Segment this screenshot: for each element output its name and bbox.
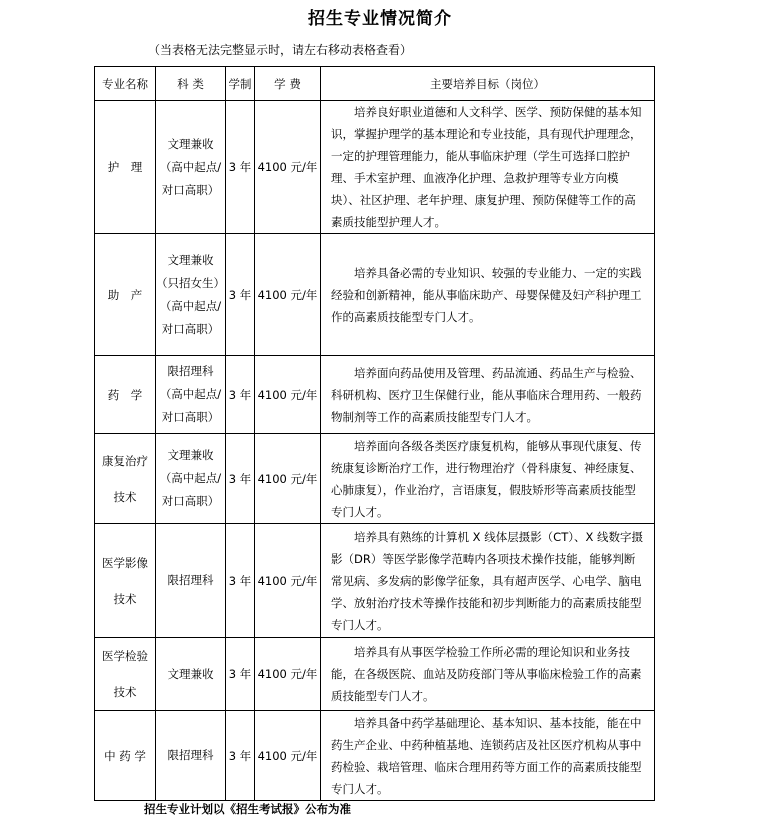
category-line: 文理兼收 (167, 136, 214, 151)
header-category: 科 类 (156, 67, 226, 101)
training-goal: 培养具有从事医学检验工作所必需的理论知识和业务技能，在各级医院、血站及防疫部门等从事临床检验工作的高素质技能型专门人才。 (321, 638, 655, 711)
duration: 3 年 (226, 638, 255, 711)
category-cell (156, 638, 226, 711)
major-name: 助 产 (95, 234, 156, 356)
tuition-fee: 4100 元/年 (255, 711, 321, 801)
table-row (95, 711, 655, 801)
majors-table (94, 66, 655, 801)
major-name: 康复治疗技术 (95, 434, 156, 524)
category-line: （高中起点/对口高职） (159, 471, 222, 508)
category-cell (156, 524, 226, 638)
category-line: （高中起点/对口高职） (159, 298, 222, 336)
category-line: 限招理科 (167, 573, 214, 587)
duration: 3 年 (226, 524, 255, 638)
duration: 3 年 (226, 101, 255, 234)
table-row (95, 524, 655, 638)
header-duration: 学制 (226, 67, 255, 101)
category-line: 文理兼收 (167, 448, 214, 462)
table-header-row (95, 67, 655, 101)
training-goal: 培养具备中药学基础理论、基本知识、基本技能，能在中药生产企业、中药种植基地、连锁药店及社区医疗机构从事中药检验、栽培管理、临床合理用药等方面工作的高素质技能型专门人才。 (321, 711, 655, 801)
page-title: 招生专业情况简介 (308, 9, 452, 29)
category-line: 限招理科 (167, 748, 214, 762)
duration: 3 年 (226, 434, 255, 524)
training-goal: 培养面向各级各类医疗康复机构，能够从事现代康复、传统康复诊断治疗工作，进行物理治疗（骨科康复、神经康复、心肺康复），作业治疗，言语康复，假肢矫形等高素质技能型专门人才。 (321, 434, 655, 524)
header-fee: 学 费 (255, 67, 321, 101)
major-name: 医学检验技术 (95, 638, 156, 711)
category-line: （高中起点/对口高职） (159, 159, 222, 197)
major-name: 护 理 (95, 101, 156, 234)
training-goal: 培养良好职业道德和人文科学、医学、预防保健的基本知识，掌握护理学的基本理论和专业技能，具有现代护理理念，一定的护理管理能力，能从事临床护理（学生可选择口腔护理、手术室护理、血液净化护理、急救护理等专业方向模块）、社区护理、老年护理、康复护理、预防保健等工作的高素质技能型护理人才。 (321, 101, 655, 234)
category-line: 限招理科 (167, 364, 214, 378)
category-cell (156, 711, 226, 801)
training-goal: 培养面向药品使用及管理、药品流通、药品生产与检验、科研机构、医疗卫生保健行业，能从事临床合理用药、一般药物制剂等工作的高素质技能型专门人才。 (321, 356, 655, 434)
table-row (95, 234, 655, 356)
category-cell (156, 434, 226, 524)
tuition-fee: 4100 元/年 (255, 234, 321, 356)
category-cell (156, 101, 226, 234)
tuition-fee: 4100 元/年 (255, 524, 321, 638)
category-line: 文理兼收 (167, 666, 214, 681)
duration: 3 年 (226, 711, 255, 801)
category-cell (156, 234, 226, 356)
category-cell (156, 356, 226, 434)
scroll-hint: （当表格无法完整显示时，请左右移动表格查看） (148, 43, 413, 57)
major-name: 中 药 学 (95, 711, 156, 801)
tuition-fee: 4100 元/年 (255, 434, 321, 524)
header-goal: 主要培养目标（岗位） (321, 67, 655, 101)
category-line: 文理兼收 (167, 252, 214, 267)
table-row (95, 638, 655, 711)
table-row (95, 356, 655, 434)
tuition-fee: 4100 元/年 (255, 638, 321, 711)
duration: 3 年 (226, 234, 255, 356)
category-line: （只招女生） (156, 275, 225, 290)
major-name: 医学影像技术 (95, 524, 156, 638)
training-goal: 培养具有熟练的计算机 X 线体层摄影（CT）、X 线数字摄影（DR）等医学影像学范畴内各项技术操作技能，能够判断常见病、多发病的影像学征象，具有超声医学、心电学、脑电学、放射治疗技术等操作技能和初步判断能力的高素质技能型专门人才。 (321, 524, 655, 638)
tuition-fee: 4100 元/年 (255, 356, 321, 434)
table-row (95, 434, 655, 524)
major-name: 药 学 (95, 356, 156, 434)
training-goal: 培养具备必需的专业知识、较强的专业能力、一定的实践经验和创新精神，能从事临床助产、母婴保健及妇产科护理工作的高素质技能型专门人才。 (321, 234, 655, 356)
duration: 3 年 (226, 356, 255, 434)
footer-note: 招生专业计划以《招生考试报》公布为准 (144, 802, 351, 816)
table-row (95, 101, 655, 234)
category-line: （高中起点/对口高职） (159, 387, 222, 424)
tuition-fee: 4100 元/年 (255, 101, 321, 234)
header-major: 专业名称 (95, 67, 156, 101)
